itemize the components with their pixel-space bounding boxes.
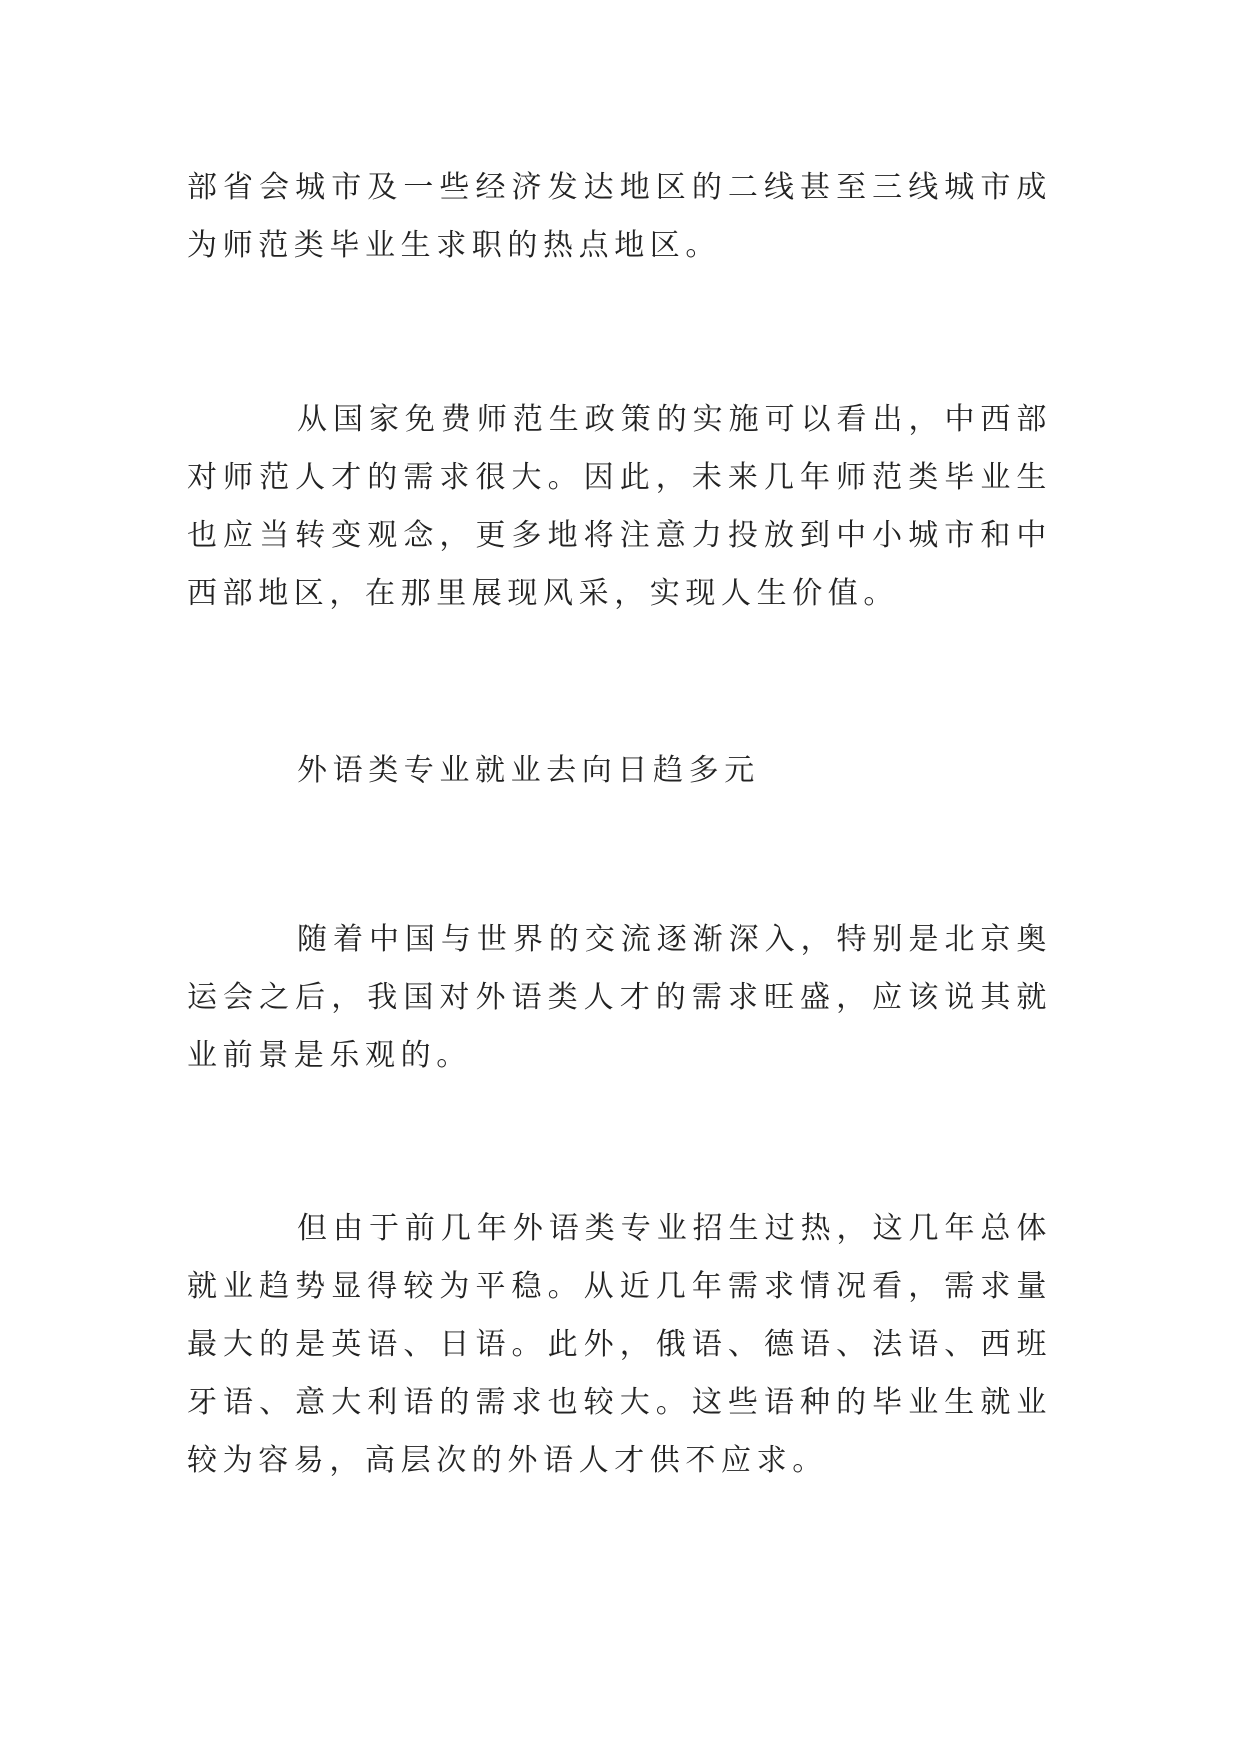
section-heading: 外语类专业就业去向日趋多元 — [297, 753, 760, 788]
paragraph-teacher-policy: 从国家免费师范生政策的实施可以看出，中西部对师范人才的需求很大。因此，未来几年师范类毕业生也应当转变观念，更多地将注意力投放到中小城市和中西部地区，在那里展现风采，实现人生价值。 — [187, 402, 1052, 611]
paragraph-language-trends: 但由于前几年外语类专业招生过热，这几年总体就业趋势显得较为平稳。从近几年需求情况看，需求量最大的是英语、日语。此外，俄语、德语、法语、西班牙语、意大利语的需求也较大。这些语种的毕业生就业较为容易，高层次的外语人才供不应求。 — [187, 1211, 1052, 1478]
paragraph-continued: 部省会城市及一些经济发达地区的二线甚至三线城市成为师范类毕业生求职的热点地区。 — [187, 170, 1052, 263]
paragraph-foreign-language-demand: 随着中国与世界的交流逐渐深入，特别是北京奥运会之后，我国对外语类人才的需求旺盛，应该说其就业前景是乐观的。 — [187, 922, 1052, 1073]
